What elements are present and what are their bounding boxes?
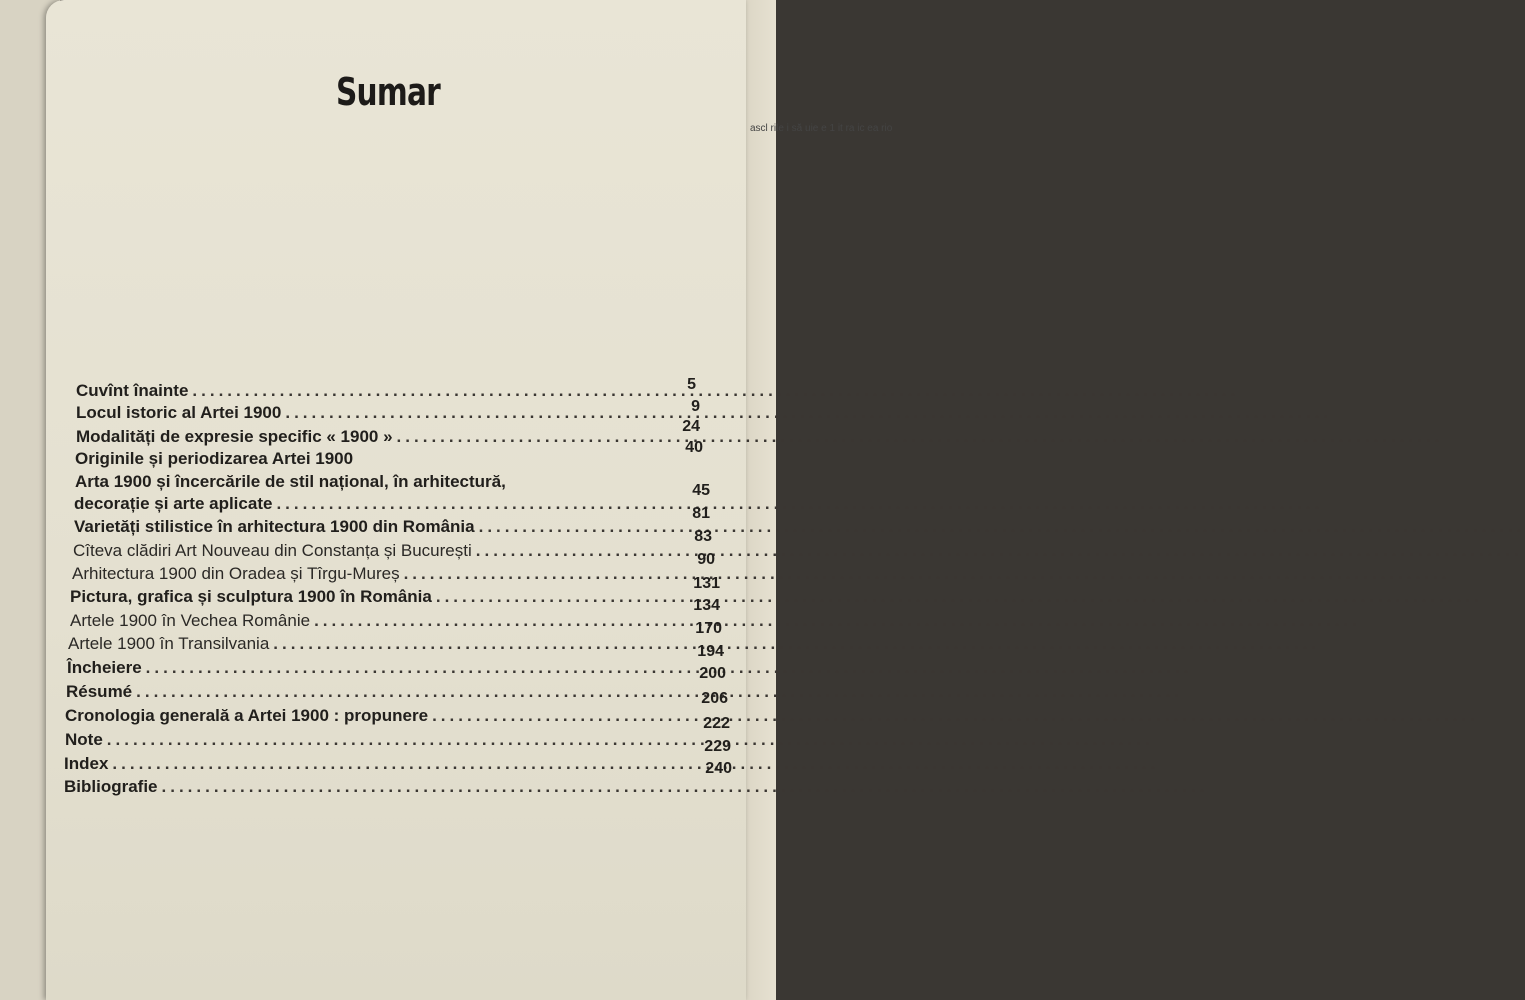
leader-dots [146, 658, 1193, 678]
leader-dots [314, 611, 1361, 631]
toc-entry-label: Varietăți stilistice în arhitectura 1900 din România [74, 517, 475, 536]
leader-dots [162, 777, 1209, 797]
page-number: 83 [694, 528, 712, 545]
toc-entry-label: Index [64, 754, 109, 773]
toc-entry-label: Locul istoric al Artei 1900 [76, 403, 282, 422]
leader-dots [136, 682, 1183, 702]
toc-entry-label: Artele 1900 în Vechea Românie [70, 611, 311, 630]
page-number: 240 [705, 760, 732, 777]
page-number: 194 [697, 643, 724, 660]
page-number: 222 [703, 715, 730, 732]
toc-entry-label: Originile și periodizarea Artei 1900 [75, 449, 354, 468]
page-number: 170 [695, 620, 722, 637]
page-number: 229 [704, 738, 731, 755]
leader-dots [479, 517, 1525, 537]
toc-entry-label: Note [65, 730, 103, 749]
page-number: 45 [692, 482, 710, 499]
page-number: 9 [691, 398, 700, 415]
page-number: 206 [701, 690, 728, 707]
toc-entry [65, 706, 667, 732]
toc-entry-label: Résumé [66, 682, 133, 701]
toc-entry [76, 403, 641, 429]
leader-dots [112, 754, 1159, 774]
toc-entry [74, 517, 680, 543]
toc-entry [67, 658, 667, 684]
leader-dots [476, 541, 1523, 561]
page-number: 90 [697, 551, 715, 568]
leader-dots [107, 730, 1154, 750]
page-number: 40 [685, 439, 703, 456]
page-number: 5 [687, 376, 696, 393]
toc-entry-label: Modalități de expresie specific « 1900 » [76, 427, 393, 446]
adjacent-page-text: ascl rile i să uie e 1 it ra ic ea rio [750, 123, 893, 134]
leader-dots [436, 587, 1483, 607]
toc-entry-label: Cîteva clădiri Art Nouveau din Constanța și București [73, 541, 472, 560]
toc-entry-label: Cronologia generală a Artei 1900 : propunere [65, 706, 429, 725]
toc-entry-label: decorație și arte aplicate [74, 494, 273, 513]
leader-dots [276, 494, 1323, 514]
leader-dots [285, 403, 1332, 423]
page-number: 131 [693, 575, 720, 592]
page-number: 24 [682, 418, 700, 435]
toc-entry [68, 634, 663, 660]
toc-entry-label: Arta 1900 și încercările de stil național, în arhitectură, [75, 472, 506, 491]
toc-entry-label: Încheiere [67, 658, 142, 677]
toc-entry-label: Pictura, grafica și sculptura 1900 în România [70, 587, 432, 606]
leader-dots [432, 706, 1479, 726]
toc-entry-label: Artele 1900 în Transilvania [68, 634, 270, 653]
page-number: 134 [693, 597, 720, 614]
page-title: Sumar [335, 70, 441, 114]
toc-entry [65, 730, 667, 756]
leader-dots [192, 381, 1239, 401]
toc-entry-label: Arhitectura 1900 din Oradea și Tîrgu-Mureș [72, 564, 400, 583]
toc-entry [70, 587, 672, 613]
leader-dots [404, 564, 1451, 584]
leader-dots [273, 634, 1320, 654]
toc-entry-label: Cuvînt înainte [76, 381, 189, 400]
toc-entry [64, 777, 668, 803]
page-number: 200 [699, 665, 726, 682]
page-number: 81 [692, 505, 710, 522]
leader-dots [397, 427, 1444, 447]
toc-entry [66, 682, 666, 708]
toc-entry-label: Bibliografie [64, 777, 158, 796]
